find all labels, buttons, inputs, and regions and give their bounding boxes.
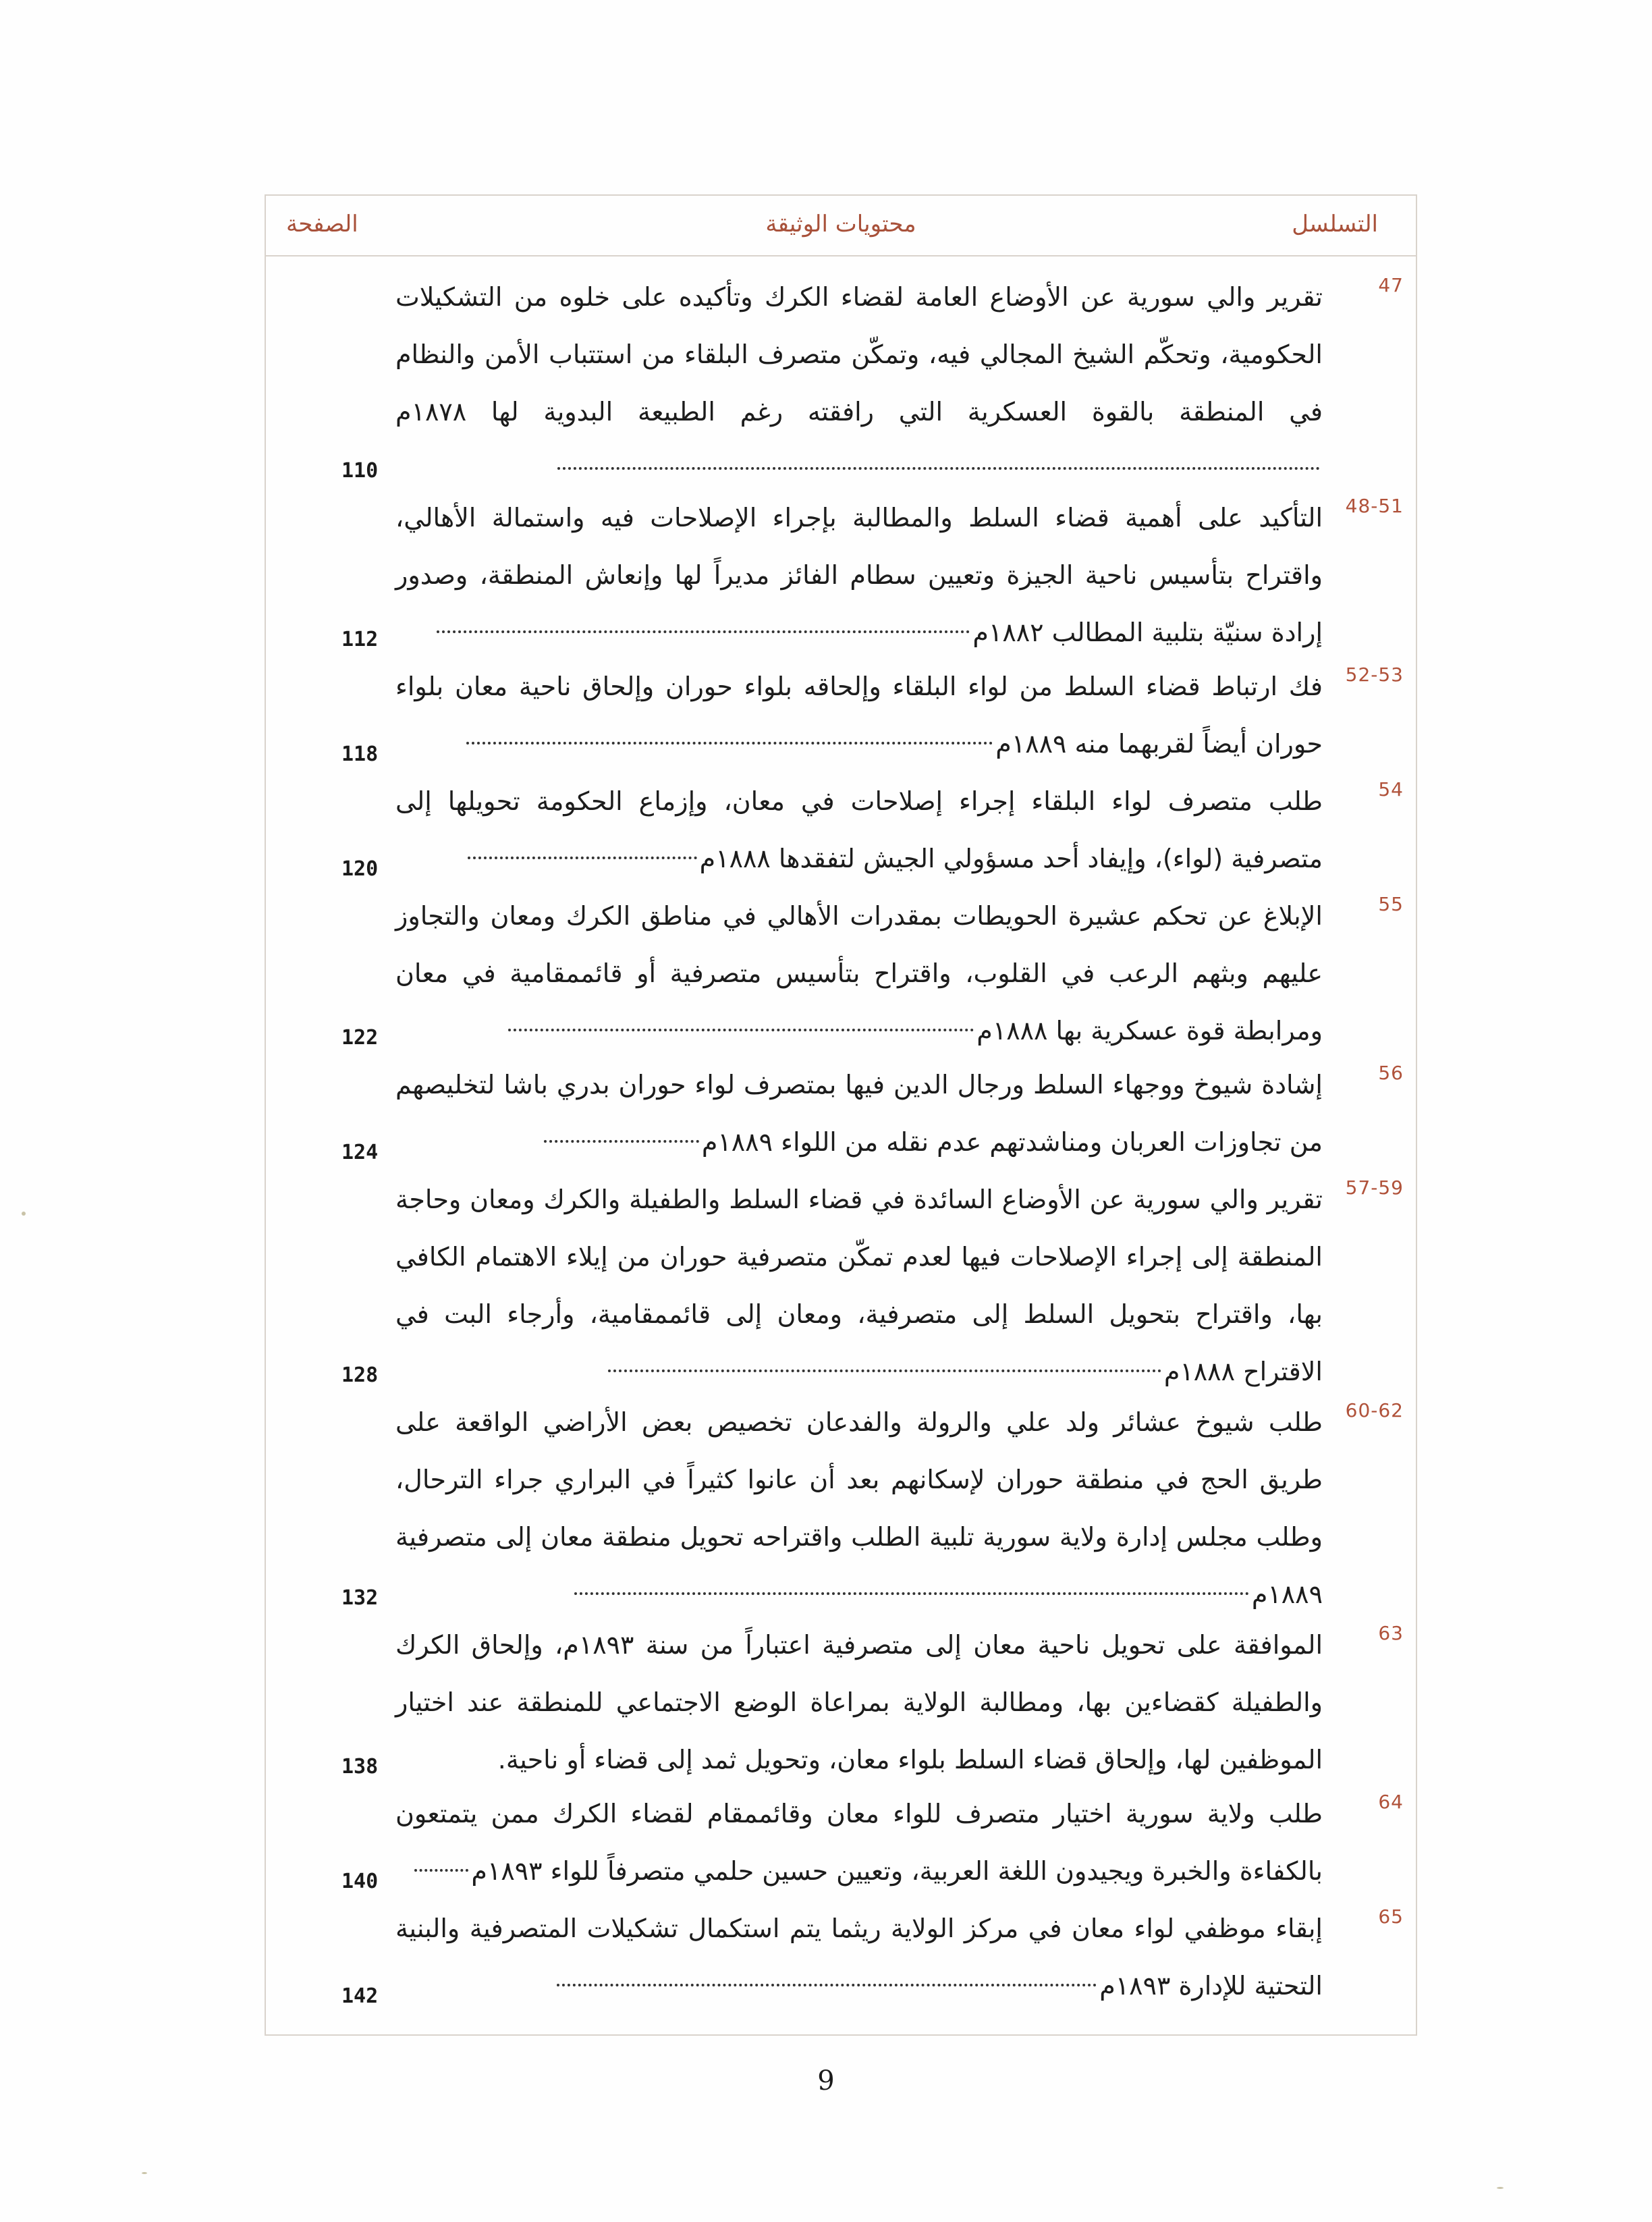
entry-page-number: 112 xyxy=(341,628,379,651)
entry-description: الموافقة على تحويل ناحية معان إلى متصرفية اعتباراً من سنة ١٨٩٣م، وإلحاق الكرك والطفيلة كقضاءين بها، ومطالبة الولاية بمراعاة الوضع الاجتماعي للمنطقة عند اختيار الموظفين لها، وإلحاق قضاء السلط بلواء معان، وتحويل ثمد إلى قضاء أو ناحية. xyxy=(395,1630,1323,1774)
entry-description: التأكيد على أهمية قضاء السلط والمطالبة بإجراء الإصلاحات فيه واستمالة الأهالي، واقتراح بتأسيس ناحية الجيزة وتعيين سطام الفائز مديراً لها وإنعاش المنطقة، وصدور إرادة سنيّة بتلبية المطالب ١٨٨٢م xyxy=(395,503,1323,647)
toc-entry xyxy=(266,1056,1416,1171)
entry-sequence: 57-59 xyxy=(1345,1176,1404,1199)
entry-description: طلب شيوخ عشائر ولد علي والرولة والفدعان تخصيص بعض الأراضي الواقعة على طريق الحج في منطقة حوران لإسكانهم بعد أن عانوا كثيراً في البراري جراء الترحال، وطلب مجلس إدارة ولاية سورية تلبية الطلب واقتراحه تحويل منطقة معان إلى متصرفية ١٨٨٩م xyxy=(395,1407,1323,1609)
toc-entry xyxy=(266,658,1416,773)
dot-leader xyxy=(557,1981,1097,1986)
entry-sequence: 47 xyxy=(1378,274,1404,296)
toc-entry xyxy=(266,1617,1416,1785)
entry-sequence: 64 xyxy=(1378,1791,1404,1813)
entry-sequence: 60-62 xyxy=(1345,1399,1404,1421)
entry-description: تقرير والي سورية عن الأوضاع السائدة في قضاء السلط والطفيلة والكرك ومعان وحاجة المنطقة إلى إجراء الإصلاحات فيها لعدم تمكّن متصرفية حوران من إيلاء الاهتمام الكافي بها، واقتراح بتحويل السلط إلى متصرفية، ومعان إلى قائممقامية، وأرجاء البت في الاقتراح ١٨٨٨م xyxy=(395,1185,1323,1386)
sequence-column-header: التسلسل xyxy=(1292,211,1378,238)
dot-leader xyxy=(437,628,970,633)
dot-leader xyxy=(574,1590,1249,1595)
toc-entry xyxy=(266,489,1416,658)
entry-page-number: 118 xyxy=(341,742,379,766)
entry-sequence: 55 xyxy=(1378,893,1404,915)
toc-entry xyxy=(266,1394,1416,1617)
dot-leader xyxy=(544,1137,699,1143)
entry-sequence: 54 xyxy=(1378,778,1404,801)
entry-page-number: 120 xyxy=(341,857,379,881)
entry-description: تقرير والي سورية عن الأوضاع العامة لقضاء الكرك وتأكيده على خلوه من التشكيلات الحكومية، وتحكّم الشيخ المجالي فيه، وتمكّن متصرف البلقاء من استتباب الأمن والنظام في المنطقة بالقوة العسكرية التي رافقته رغم الطبيعة البدوية لها ١٨٧٨م xyxy=(395,269,1323,498)
entry-description: فك ارتباط قضاء السلط من لواء البلقاء وإلحاقه بلواء حوران وإلحاق ناحية معان بلواء حوران أيضاً لقربهما منه ١٨٨٩م xyxy=(395,672,1323,759)
toc-entry xyxy=(266,1900,1416,2015)
entry-page-number: 132 xyxy=(341,1586,379,1610)
scan-speck xyxy=(1497,2187,1504,2189)
dot-leader xyxy=(468,854,697,859)
dot-leader xyxy=(508,1026,974,1031)
toc-entry xyxy=(266,888,1416,1056)
scan-speck xyxy=(142,2172,147,2174)
entry-page-number: 124 xyxy=(341,1141,379,1164)
entry-sequence: 52-53 xyxy=(1345,663,1404,686)
entry-sequence: 65 xyxy=(1378,1905,1404,1928)
entry-sequence: 63 xyxy=(1378,1622,1404,1644)
entry-description: إشادة شيوخ ووجهاء السلط ورجال الدين فيها بمتصرف لواء حوران بدري باشا لتخليصهم من تجاوزات العربان ومناشدتهم عدم نقله من اللواء ١٨٨٩م xyxy=(395,1070,1323,1157)
page-column-header: الصفحة xyxy=(286,211,358,238)
entry-page-number: 138 xyxy=(341,1755,379,1779)
entry-description: الإبلاغ عن تحكم عشيرة الحويطات بمقدرات الأهالي في مناطق الكرك ومعان والتجاوز عليهم وبثهم الرعب في القلوب، واقتراح بتأسيس متصرفية أو قائممقامية في معان ومرابطة قوة عسكرية بها ١٨٨٨م xyxy=(395,901,1323,1046)
dot-leader xyxy=(466,739,993,744)
toc-entry xyxy=(266,1171,1416,1394)
toc-entry xyxy=(266,773,1416,888)
scan-speck xyxy=(22,1212,26,1216)
entry-sequence: 56 xyxy=(1378,1062,1404,1084)
dot-leader xyxy=(608,1367,1161,1372)
toc-entry xyxy=(266,269,1416,489)
entry-page-number: 142 xyxy=(341,1984,379,2008)
dot-leader xyxy=(414,1866,468,1872)
dot-leader xyxy=(557,464,1320,470)
table-of-contents xyxy=(265,194,1417,2036)
toc-entries xyxy=(266,269,1416,2015)
entry-page-number: 122 xyxy=(341,1026,379,1050)
entry-page-number: 128 xyxy=(341,1363,379,1387)
toc-entry xyxy=(266,1785,1416,1900)
entry-description: إبقاء موظفي لواء معان في مركز الولاية ريثما يتم استكمال تشكيلات المتصرفية والبنية التحتية للإدارة ١٨٩٣م xyxy=(395,1914,1323,2001)
entry-page-number: 140 xyxy=(341,1870,379,1893)
entry-description: طلب ولاية سورية اختيار متصرف للواء معان وقائممقام لقضاء الكرك ممن يتمتعون بالكفاءة والخبرة ويجيدون اللغة العربية، وتعيين حسين حلمي متصرفاً للواء ١٨٩٣م xyxy=(395,1799,1323,1886)
entry-sequence: 48-51 xyxy=(1345,495,1404,517)
page-number: 9 xyxy=(817,2065,835,2096)
toc-header xyxy=(266,196,1416,256)
entry-description: طلب متصرف لواء البلقاء إجراء إصلاحات في معان، وإزماع الحكومة تحويلها إلى متصرفية (لواء)، وإيفاد أحد مسؤولي الجيش لتفقدها ١٨٨٨م xyxy=(395,786,1323,873)
content-column-header: محتويات الوثيقة xyxy=(765,211,916,238)
entry-page-number: 110 xyxy=(341,459,379,483)
